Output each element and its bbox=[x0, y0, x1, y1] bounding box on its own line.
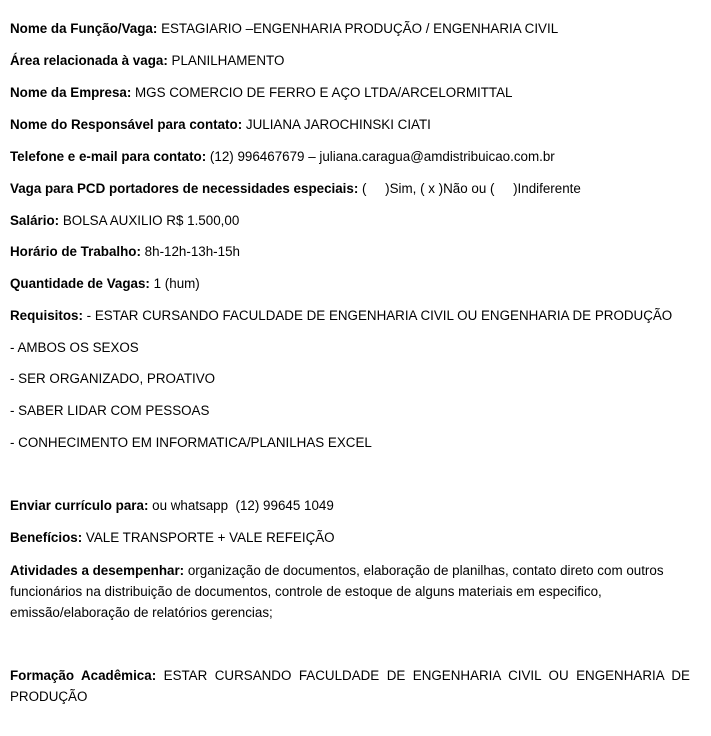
field-salario bbox=[10, 212, 239, 230]
field-label: Nome da Função/Vaga: bbox=[10, 21, 158, 36]
field-value: (12) 996467679 – juliana.caragua@amdistribuicao.com.br bbox=[206, 149, 555, 164]
field-value: VALE TRANSPORTE + VALE REFEIÇÃO bbox=[82, 530, 335, 545]
field-area bbox=[10, 52, 284, 70]
field-beneficios bbox=[10, 529, 335, 547]
field-label: Requisitos: bbox=[10, 308, 83, 323]
list-item: - CONHECIMENTO EM INFORMATICA/PLANILHAS EXCEL bbox=[10, 435, 372, 450]
field-label: Telefone e e-mail para contato: bbox=[10, 149, 207, 164]
field-label: Vaga para PCD portadores de necessidades especiais: bbox=[10, 181, 359, 196]
field-quantidade bbox=[10, 275, 200, 293]
field-value: PLANILHAMENTO bbox=[167, 53, 285, 68]
field-value: BOLSA AUXILIO R$ 1.500,00 bbox=[59, 213, 240, 228]
field-label: Formação Acadêmica: bbox=[10, 668, 157, 683]
field-label: Horário de Trabalho: bbox=[10, 244, 141, 259]
field-label: Nome da Empresa: bbox=[10, 85, 132, 100]
field-label: Benefícios: bbox=[10, 530, 83, 545]
field-formacao bbox=[10, 665, 690, 707]
field-value: - ESTAR CURSANDO FACULDADE DE ENGENHARIA CIVIL OU ENGENHARIA DE PRODUÇÃO bbox=[82, 308, 673, 323]
field-value: organização de documentos, elaboração de planilhas, contato direto com outros funcionários na distribuição de documentos, controle de estoque de alguns materiais em especifico, emissão/elaboração de relatórios gerencias; bbox=[10, 563, 664, 620]
field-label: Salário: bbox=[10, 213, 60, 228]
field-label: Área relacionada à vaga: bbox=[10, 53, 168, 68]
field-value: 8h-12h-13h-15h bbox=[140, 244, 240, 259]
field-label: Atividades a desempenhar: bbox=[10, 563, 185, 578]
field-value: ( )Sim, ( x )Não ou ( )Indiferente bbox=[358, 181, 581, 196]
field-horario bbox=[10, 243, 240, 261]
field-value: JULIANA JAROCHINSKI CIATI bbox=[242, 117, 431, 132]
field-label: Quantidade de Vagas: bbox=[10, 276, 150, 291]
field-label: Enviar currículo para: bbox=[10, 498, 149, 513]
list-item: - AMBOS OS SEXOS bbox=[10, 340, 139, 355]
field-contato bbox=[10, 148, 555, 166]
field-value: 1 (hum) bbox=[149, 276, 200, 291]
field-pcd bbox=[10, 180, 581, 198]
list-item: - SER ORGANIZADO, PROATIVO bbox=[10, 371, 216, 386]
field-empresa bbox=[10, 84, 513, 102]
field-atividades bbox=[10, 560, 690, 623]
field-value: ESTAGIARIO –ENGENHARIA PRODUÇÃO / ENGENHARIA CIVIL bbox=[157, 21, 559, 36]
field-requisitos bbox=[10, 307, 672, 325]
field-curriculo bbox=[10, 497, 334, 515]
field-value: MGS COMERCIO DE FERRO E AÇO LTDA/ARCELORMITTAL bbox=[131, 85, 513, 100]
field-value: ESTAR CURSANDO FACULDADE DE ENGENHARIA CIVIL OU ENGENHARIA DE PRODUÇÃO bbox=[10, 668, 690, 704]
field-value: ou whatsapp (12) 99645 1049 bbox=[148, 498, 334, 513]
list-item: - SABER LIDAR COM PESSOAS bbox=[10, 403, 210, 418]
field-funcao bbox=[10, 20, 558, 38]
field-label: Nome do Responsável para contato: bbox=[10, 117, 243, 132]
field-responsavel bbox=[10, 116, 431, 134]
